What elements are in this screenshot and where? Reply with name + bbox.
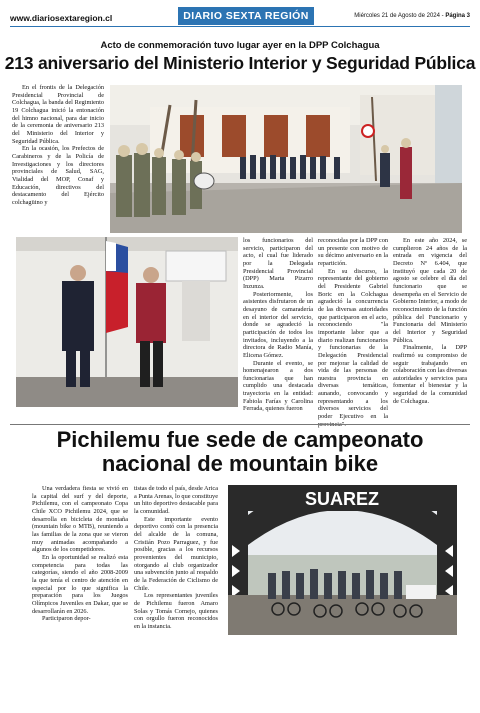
paragraph: En este año 2024, se cumplieron 24 años de la entrada en vigencia del Decreto Nº 6.404, que instituyó que cada 20 de agosto se celebre el día del funcionario que se desempeña en el Servicio de Gobierno Interior, a modo de reconocimiento de la función pública del Funcionario y Funcionaria del Ministerio del Interior y Seguridad Pública. <box>393 237 467 344</box>
officials-photo <box>16 237 238 407</box>
paragraph: En el frontis de la Delegación Presidencial Provincial de Colchagua, la banda del Regimiento 19 Colchagua inició la entonación del himno nacional, para dar inicio de la ceremonia de aniversario 213 del Ministerio del Interior y Seguridad Pública. <box>12 84 104 145</box>
article1-column-2 <box>243 237 313 413</box>
page-number: Página 3 <box>445 13 470 19</box>
officials-photo-drawing <box>16 237 238 407</box>
article2-headline-line-2: nacional de mountain bike <box>101 451 379 476</box>
ceremony-photo <box>110 85 462 233</box>
article2-column-1 <box>32 485 128 623</box>
paragraph: Este importante evento deportivo contó con la presencia del alcalde de la comuna, Cristián Pozo Parraguez, y fue posible, gracias a los recursos provenientes del municipio, otorgando al club organizador una subvención junto al respaldo de la Federación de Ciclismo de Chile. <box>134 515 218 592</box>
mountain-bike-photo-drawing <box>228 485 457 635</box>
paragraph: Posteriormente, los asistentes disfrutaron de un desayuno de camaradería en el interior del servicio, donde se agradeció la participación de todos los invitados, incluyendo a la directora de Radio Manía, Elicena Gómez. <box>243 290 313 359</box>
paragraph: Finalmente, la DPP reafirmó su compromiso de seguir trabajando en colaboración con las diversas autoridades y servicios para fomentar el bienestar y la seguridad de la comunidad de Colchagua. <box>393 344 467 405</box>
paragraph: Los representantes juveniles de Pichilemu fueron Amaro Solas y Tomás Cornejo, quienes con orgullo fueron reconocidos en la instancia. <box>134 592 218 630</box>
ceremony-photo-drawing <box>110 85 462 233</box>
paragraph: Una verdadera fiesta se vivió en la capital del surf y del deporte, Pichilemu, con el campeonato Copa Chile XCO Pichilemu 2024, que se desarrolla en bicicleta de montaña (mountain bike o MTB), reuniendo a las familias de la zona que se vieron muy animadas acompañando a algunos de los competidores. <box>32 485 128 554</box>
paragraph: En su discurso, la representante del gobierno del Presidente Gabriel Boric en la Colchagua agradeció la concurrencia de las diversas autoridades que participaron en el acto, reconociendo "la importante labor que a diario realizan funcionarios y funcionarias de la Delegación Presidencial por mejorar la calidad de vida de las personas de nuestra provincia en diversas temáticas, aunando, convocando y representando a los diversos servicios del poder Ejecutivo en la <box>318 267 388 421</box>
paragraph: En la oportunidad se realizó esta competencia para todas las categorías, siendo el año 2008-2009 la que tenía el centro de atención en especial por lo que significa la preparación para los Juegos Olímpicos Juveniles en Dakar, que se desarrollarán en 2026. <box>32 553 128 615</box>
paragraph: tistas de todo el país, desde Arica a Punta Arenas, lo que constituye un hito deportivo destacable para la comunidad. <box>134 485 218 515</box>
article1-column-4 <box>393 237 467 405</box>
article1-column-1 <box>12 84 104 207</box>
paragraph: los funcionarios del servicio, participaron del acto, el cual fue liderado por la Delegada Presidencial Provincial (DPP) Marta Pizarro Inzunza. <box>243 237 313 290</box>
article1-headline: 213 aniversario del Ministerio Interior y Seguridad Pública <box>4 53 476 73</box>
suarez-banner-text: SUAREZ <box>304 489 380 509</box>
paragraph: Participaron depor- <box>42 615 91 623</box>
article1-column-3 <box>318 237 388 428</box>
date-page: Miércoles 21 de Agosto de 2024 - Página 3 <box>354 13 470 19</box>
article2-column-2 <box>134 485 218 630</box>
header-rule <box>10 26 470 27</box>
issue-date: Miércoles 21 de Agosto de 2024 <box>354 13 440 19</box>
section-divider <box>10 424 470 425</box>
article1-kicker: Acto de conmemoración tuvo lugar ayer en la DPP Colchagua <box>100 40 380 51</box>
mountain-bike-photo <box>228 485 457 635</box>
site-url[interactable]: www.diariosextaregion.cl <box>10 13 113 23</box>
paragraph: reconocidas por la DPP con un presente con motivo de su décimo aniversario en la repartición. <box>318 237 388 267</box>
article2-headline-line-1: Pichilemu fue sede de campeonato <box>56 427 424 452</box>
article2-headline <box>0 428 480 476</box>
paragraph: Durante el evento, se homenajearon a dos funcionarias que han cumplido una destacada trayectoria en la entidad: Fabiola Farías y Carolina Ferrada, quienes fueron <box>243 359 313 413</box>
paragraph: En la ocasión, los Prefectos de Carabineros y de la Policía de Investigaciones y los directores provinciales de Salud, SAG, Vialidad del MOP, Conaf y Educación, directivos del destacamento del Ejército colchagüino y <box>12 145 104 206</box>
newspaper-name: DIARIO SEXTA REGIÓN <box>178 7 314 25</box>
